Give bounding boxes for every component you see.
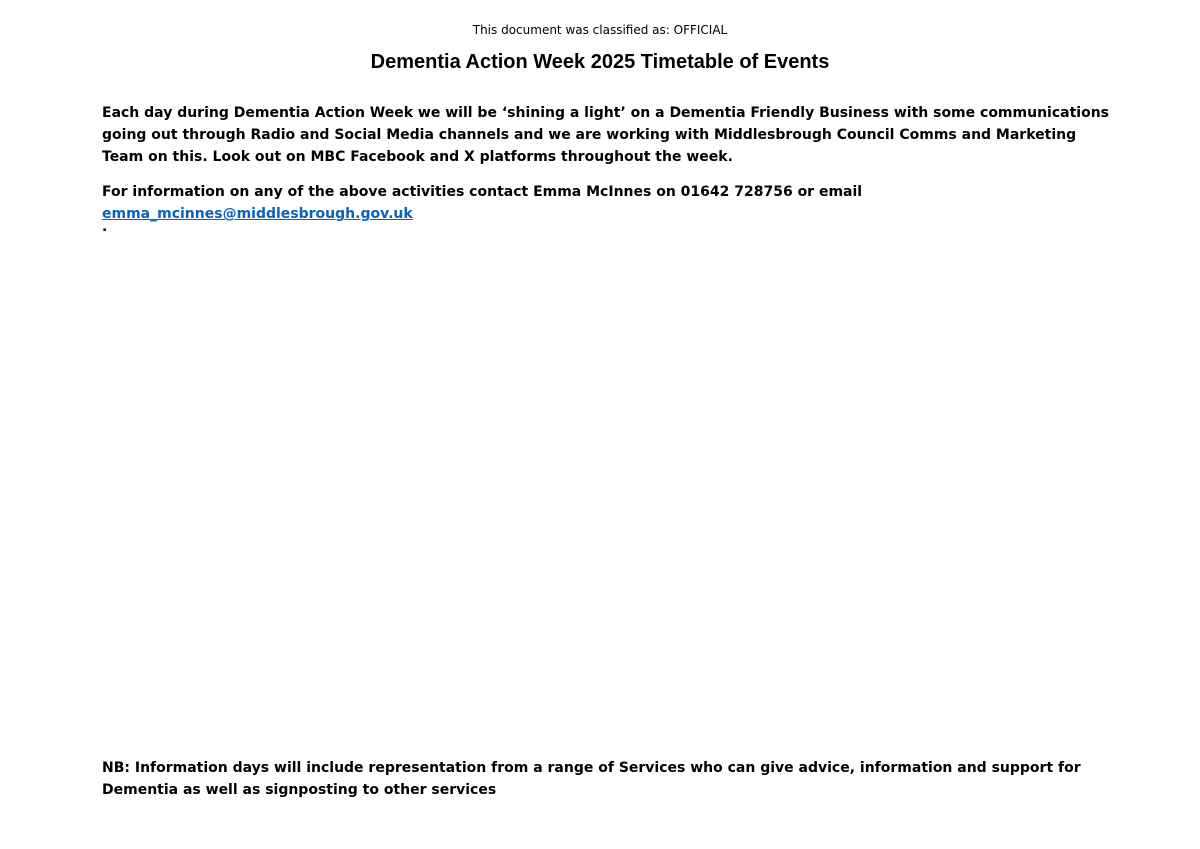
- note-paragraph: NB: Information days will include representation from a range of Services who can give advice, information and support for Dementia as well as signposting to other services: [102, 760, 1081, 798]
- contact-text: For information on any of the above activities contact Emma McInnes on 01642 728756 or email: [102, 184, 863, 200]
- page-title: Dementia Action Week 2025 Timetable of Events: [370, 51, 830, 73]
- classification-label: This document was classified as: OFFICIAL: [472, 23, 728, 37]
- dot-paragraph: .: [102, 219, 108, 235]
- email-link[interactable]: emma_mcinnes@middlesbrough.gov.uk: [102, 206, 413, 222]
- intro-paragraph: Each day during Dementia Action Week we will be ‘shining a light’ on a Dementia Friendly Business with some communications going out through Radio and Social Media channels and we are working with Middlesbrough Council Comms and Marketing Team on this. Look out on MBC Facebook and X platforms throughout the week.: [102, 105, 1109, 165]
